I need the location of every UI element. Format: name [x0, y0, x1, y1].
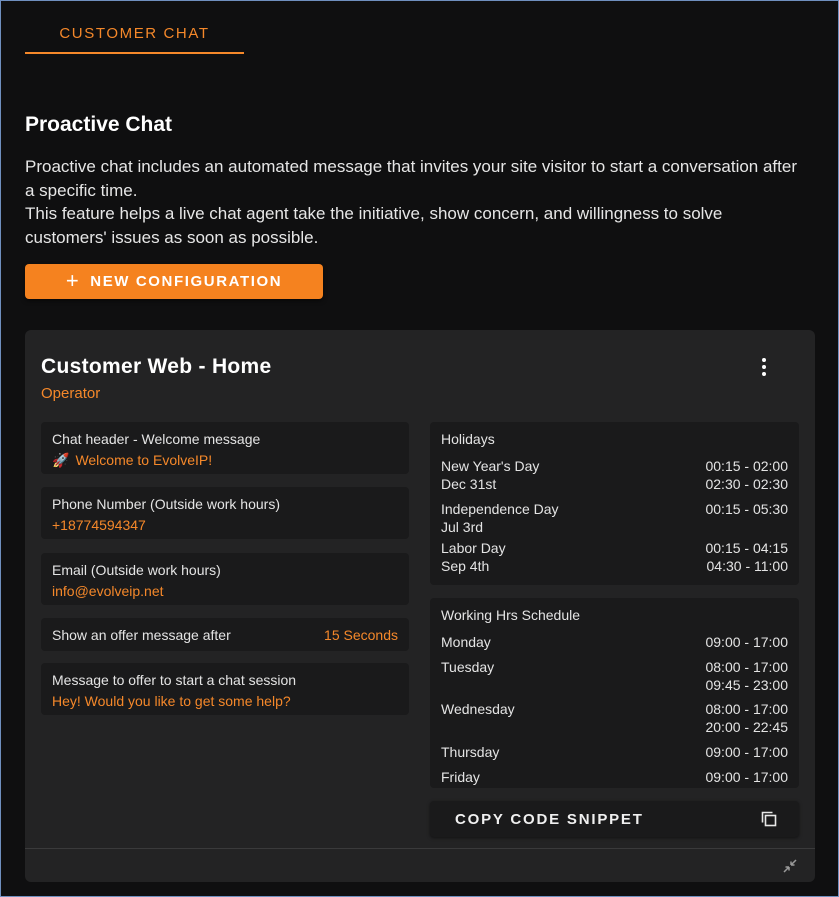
- holiday-name: New Year's Day: [441, 458, 540, 474]
- description-line-1: Proactive chat includes an automated message that invites your site visitor to start a conversation after a specific time.: [25, 157, 797, 200]
- schedule-title: Working Hrs Schedule: [441, 607, 581, 623]
- card-subtitle: Operator: [41, 385, 101, 402]
- rocket-emoji: 🚀: [52, 452, 70, 468]
- page-description: [25, 155, 805, 249]
- holiday-name: Labor Day: [441, 540, 506, 556]
- holiday-time: 02:30 - 02:30: [705, 475, 788, 492]
- schedule-item: [441, 744, 788, 762]
- holidays-title: Holidays: [441, 431, 495, 447]
- offer-message-tile: [41, 663, 409, 715]
- chat-header-label: Chat header - Welcome message: [52, 431, 261, 447]
- offer-message-value: Hey! Would you like to get some help?: [52, 693, 291, 709]
- schedule-item: [441, 701, 788, 736]
- schedule-item: [441, 634, 788, 652]
- configuration-card: [25, 330, 815, 882]
- offer-message-label: Message to offer to start a chat session: [52, 672, 297, 688]
- copy-icon: [760, 810, 778, 833]
- schedule-day: Tuesday: [441, 659, 495, 675]
- offer-delay-label: Show an offer message after: [52, 627, 231, 643]
- schedule-day: Friday: [441, 769, 480, 785]
- schedule-time: 20:00 - 22:45: [705, 718, 788, 735]
- copy-code-snippet-label: COPY CODE SNIPPET: [455, 810, 644, 828]
- phone-label: Phone Number (Outside work hours): [52, 496, 280, 512]
- card-title: Customer Web - Home: [41, 355, 272, 378]
- email-label: Email (Outside work hours): [52, 562, 221, 578]
- description-line-2: This feature helps a live chat agent take the initiative, show concern, and willingness to solve customers' issues as soon as possible.: [25, 204, 723, 247]
- email-tile: [41, 553, 409, 605]
- holiday-item: [441, 501, 788, 536]
- offer-delay-tile: [41, 618, 409, 651]
- more-vert-icon[interactable]: [754, 355, 774, 379]
- collapse-icon[interactable]: [781, 857, 799, 880]
- tab-customer-chat[interactable]: CUSTOMER CHAT: [25, 14, 244, 54]
- holiday-date: Sep 4th: [441, 557, 490, 574]
- schedule-day: Thursday: [441, 744, 500, 760]
- email-value: info@evolveip.net: [52, 583, 164, 599]
- phone-tile: [41, 487, 409, 539]
- welcome-message: Welcome to EvolveIP!: [75, 452, 213, 468]
- phone-value: +18774594347: [52, 517, 146, 533]
- copy-code-snippet-button[interactable]: [430, 801, 799, 837]
- chat-header-tile: [41, 422, 409, 474]
- offer-delay-value: 15 Seconds: [324, 627, 398, 643]
- schedule-time: 09:45 - 23:00: [705, 676, 788, 693]
- holidays-tile: [430, 422, 799, 585]
- page-title: Proactive Chat: [25, 113, 173, 136]
- schedule-time: 09:00 - 17:00: [705, 744, 788, 760]
- new-configuration-label: NEW CONFIGURATION: [90, 273, 283, 290]
- schedule-time: 09:00 - 17:00: [705, 769, 788, 785]
- holiday-name: Independence Day: [441, 501, 559, 517]
- schedule-time: 09:00 - 17:00: [705, 634, 788, 650]
- schedule-item: [441, 769, 788, 787]
- schedule-time: 08:00 - 17:00: [705, 659, 788, 675]
- holiday-date: Jul 3rd: [441, 518, 484, 535]
- chat-header-value: [52, 452, 212, 469]
- card-divider: [25, 848, 815, 849]
- holiday-time: 00:15 - 04:15: [705, 540, 788, 556]
- holiday-time: 04:30 - 11:00: [706, 557, 788, 574]
- schedule-tile: [430, 598, 799, 788]
- schedule-item: [441, 659, 788, 694]
- new-configuration-button[interactable]: [25, 264, 323, 299]
- schedule-day: Monday: [441, 634, 491, 650]
- plus-icon: +: [65, 267, 81, 293]
- schedule-day: Wednesday: [441, 701, 515, 717]
- holiday-item: [441, 540, 788, 575]
- holiday-item: [441, 458, 788, 493]
- holiday-time: 00:15 - 05:30: [705, 501, 788, 517]
- holiday-time: 00:15 - 02:00: [705, 458, 788, 474]
- holiday-date: Dec 31st: [441, 475, 497, 492]
- schedule-time: 08:00 - 17:00: [705, 701, 788, 717]
